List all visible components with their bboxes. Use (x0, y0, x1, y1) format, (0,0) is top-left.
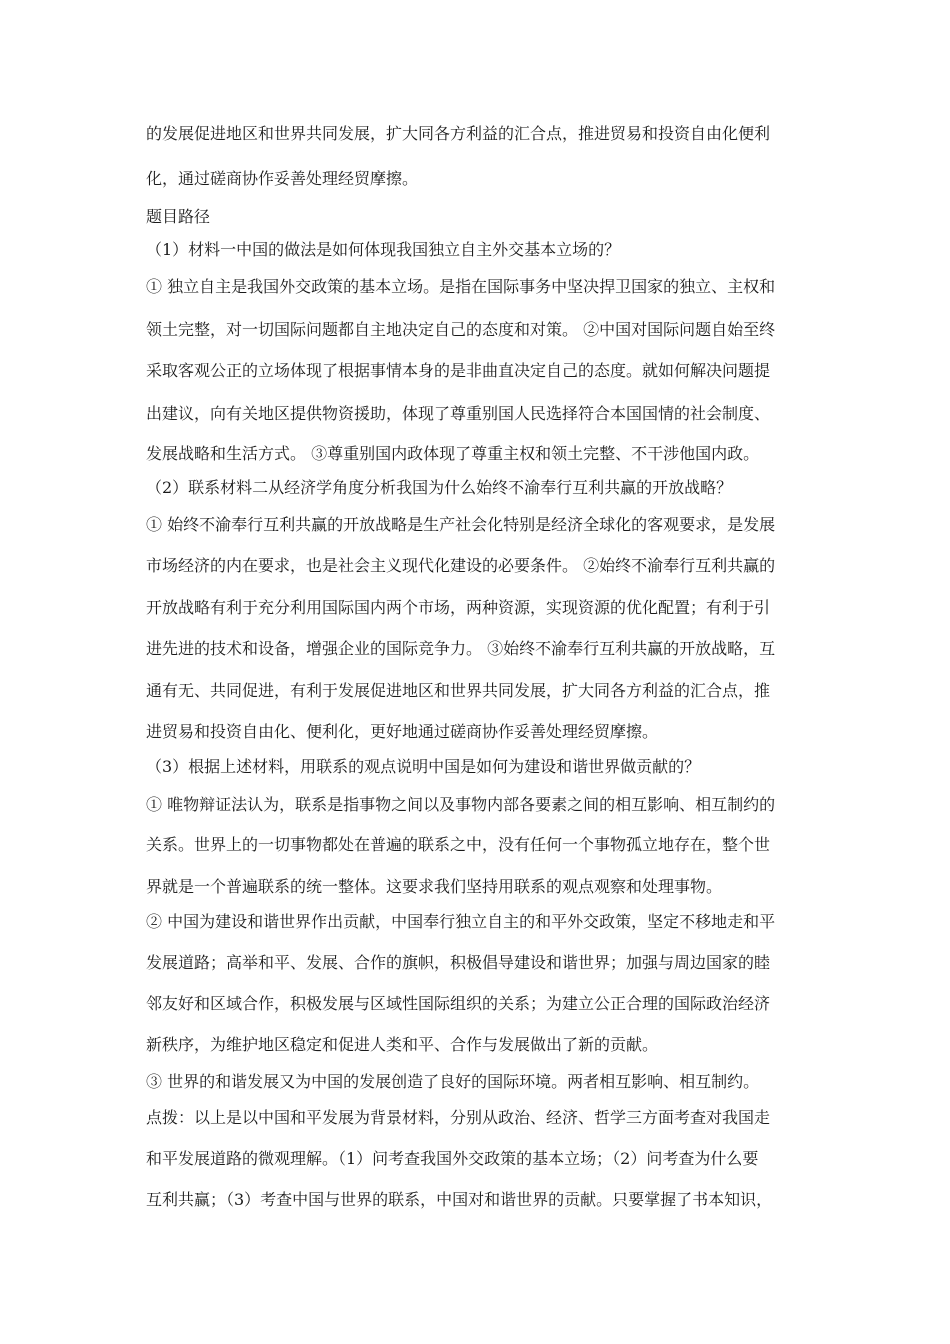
text-line: 开放战略有利于充分利用国际国内两个市场，两种资源，实现资源的优化配置；有利于引 (146, 598, 771, 617)
text-line: 界就是一个普遍联系的统一整体。这要求我们坚持用联系的观点观察和处理事物。 (146, 877, 723, 896)
section-heading: 题目路径 (146, 207, 211, 226)
text-line: 的发展促进地区和世界共同发展，扩大同各方利益的汇合点，推进贸易和投资自由化便利 (146, 124, 771, 143)
text-line: ③ 世界的和谐发展又为中国的发展创造了良好的国际环境。两者相互影响、相互制约。 (146, 1072, 760, 1091)
text-line: 市场经济的内在要求，也是社会主义现代化建设的必要条件。 ②始终不渝奉行互利共赢的 (146, 556, 776, 575)
text-line: 新秩序，为维护地区稳定和促进人类和平、合作与发展做出了新的贡献。 (146, 1035, 659, 1054)
text-line: 邻友好和区域合作，积极发展与区域性国际组织的关系；为建立公正合理的国际政治经济 (146, 994, 771, 1013)
question-2: （2）联系材料二从经济学角度分析我国为什么始终不渝奉行互利共赢的开放战略？ (146, 478, 733, 497)
text-line: 和平发展道路的微观理解。（1）问考查我国外交政策的基本立场；（2）问考查为什么要 (146, 1149, 759, 1168)
hint-line: 点拨：以上是以中国和平发展为背景材料，分别从政治、经济、哲学三方面考查对我国走 (146, 1108, 771, 1127)
text-line: ① 独立自主是我国外交政策的基本立场。是指在国际事务中坚决捍卫国家的独立、主权和 (146, 277, 776, 296)
text-line: 通有无、共同促进，有利于发展促进地区和世界共同发展，扩大同各方利益的汇合点，推 (146, 681, 771, 700)
question-3: （3）根据上述材料，用联系的观点说明中国是如何为建设和谐世界做贡献的？ (146, 757, 701, 776)
text-line: 进贸易和投资自由化、便利化，更好地通过磋商协作妥善处理经贸摩擦。 (146, 722, 659, 741)
text-line: 发展道路；高举和平、发展、合作的旗帜，积极倡导建设和谐世界；加强与周边国家的睦 (146, 953, 771, 972)
question-1: （1）材料一中国的做法是如何体现我国独立自主外交基本立场的？ (146, 240, 621, 259)
text-line: ① 始终不渝奉行互利共赢的开放战略是生产社会化特别是经济全球化的客观要求，是发展 (146, 515, 776, 534)
text-line: 发展战略和生活方式。 ③尊重别国内政体现了尊重主权和领土完整、不干涉他国内政。 (146, 444, 760, 463)
text-line: 领土完整，对一切国际问题都自主地决定自己的态度和对策。 ②中国对国际问题自始至终 (146, 320, 776, 339)
text-line: 进先进的技术和设备，增强企业的国际竞争力。 ③始终不渝奉行互利共赢的开放战略，互 (146, 639, 776, 658)
text-line: 化，通过磋商协作妥善处理经贸摩擦。 (146, 169, 419, 188)
text-line: 采取客观公正的立场体现了根据事情本身的是非曲直决定自己的态度。就如何解决问题提 (146, 361, 771, 380)
text-line: 出建议，向有关地区提供物资援助，体现了尊重别国人民选择符合本国国情的社会制度、 (146, 404, 771, 423)
text-line: ② 中国为建设和谐世界作出贡献，中国奉行独立自主的和平外交政策，坚定不移地走和平 (146, 912, 776, 931)
text-line: 互利共赢；（3）考查中国与世界的联系，中国对和谐世界的贡献。只要掌握了书本知识， (146, 1190, 773, 1209)
text-line: ① 唯物辩证法认为，联系是指事物之间以及事物内部各要素之间的相互影响、相互制约的 (146, 795, 776, 814)
text-line: 关系。世界上的一切事物都处在普遍的联系之中，没有任何一个事物孤立地存在，整个世 (146, 835, 771, 854)
